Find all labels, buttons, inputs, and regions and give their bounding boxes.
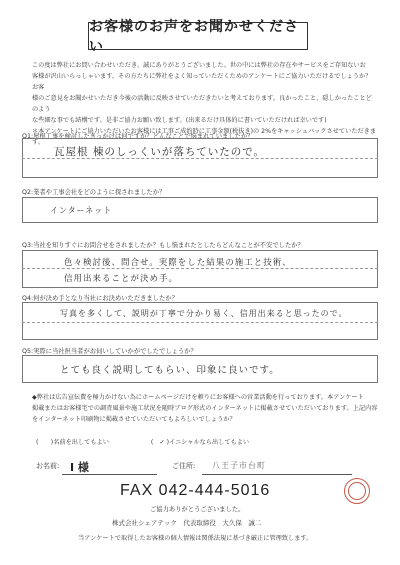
answer-4-text: 写真を多くして、説明が丁寧で分かり易く、信用出来ると思ったので。 [60, 309, 348, 318]
intro-line-4: な些細な事でも結構です。是非ご協力お願い致します。(出来るだけ具体的に書いていただければ幸いです) [32, 117, 327, 124]
question-3-label: Q3:当社を知りすぐにお問合せをされましたか？もし悩まれたとしたらどんなことが不安でしたか？ [22, 242, 304, 249]
answer-5-text: とても良く説明してもらい、印象に良いです。 [60, 365, 280, 376]
consent-line-1: ◆弊社は広告宣伝費を極力かけない為にホームページだけを頼りにお客様への営業活動を行っております。本アンケート [32, 394, 364, 401]
address-label: ご住所: [172, 462, 196, 470]
answer-line [22, 322, 378, 323]
answer-line [22, 268, 378, 269]
name-underline [62, 474, 157, 475]
publication-consent [32, 392, 382, 425]
thanks-text: ご協力ありがとうございました。 [150, 506, 245, 513]
consent-line-3: をインターネット印刷物に掲載させていただいてもよろしいでしょうか？ [32, 416, 236, 423]
intro-line-1: この度は弊社にお問い合わせいただき、誠にありがとうございました。世の中には弊社の存在やサービスをご存知ないお [32, 62, 366, 69]
customer-info-row [22, 456, 378, 478]
name-label: お名前: [36, 462, 60, 470]
consent-choices [36, 437, 289, 446]
answer-3-text-line-1: 色々検討後、問合せ。実際をした結果の施工と技術、 [64, 258, 292, 268]
question-1-label: Q1:屋根工事を検討したきっかけは何ですか？どんなことで悩まれていましたか？ [22, 133, 254, 140]
intro-line-2: 客様が沢山いらっしゃいます。その方たちに弊社をよく知っていただくためのアンケートにご協力いただけるでしょうか？ お客 [32, 73, 372, 91]
question-5-label: Q5:実際に当社担当者がお伺いしていかがでしたでしょうか？ [22, 348, 197, 355]
question-4-label: Q4:何が決め手となり当社にお決めいただきましたか？ [22, 295, 178, 302]
question-2-label: Q2:業者や工事会社をどのように探されましたか？ [22, 189, 166, 196]
address-underline [202, 474, 352, 475]
privacy-notice: 当アンケートで取得したお客様の個人情報は関係法規に基づき厳正に管理致します。 [78, 535, 313, 542]
cashback-note: ＊本アンケートにご協力いただいたお客様には工事ご成約時に工事金額(税抜き)の 2%をキャッシュバックさせていただきます。 [32, 128, 377, 146]
consent-line-2: 掲載またはお客様宅での調査風景や施工状況を随時ブログ形式のインターネットに掲載させていただいております。上記内容 [32, 405, 378, 412]
seal-stamp [344, 478, 370, 504]
name-value: I 様 [70, 461, 89, 474]
answer-3-text-line-2: 信用出来ることが決め手。 [64, 274, 179, 284]
answer-1-text: 瓦屋根 棟のしっくいが落ちていたので。 [54, 146, 266, 158]
answer-2-text: インターネット [50, 206, 113, 215]
seal-stamp-inner-ring [348, 482, 366, 500]
intro-line-3: 様のご意見をお聞かせいただき今後の活動に反映させていただきたいと考えております。良かったこと、隠しかったことどのよう [32, 95, 372, 113]
company-signature: 株式会社シェアテック 代表取締役 大久保 誠二 [112, 519, 262, 527]
page-title: お客様のお声をお聞かせください [88, 22, 308, 50]
choice-initials[interactable]: ( ✓ )イニシャルなら出してもよい [150, 439, 250, 446]
fax-number: FAX 042-444-5016 [120, 482, 271, 499]
address-value: 八王子市台町 [212, 461, 266, 470]
choice-full-name[interactable]: ( )名前を出してもよい [36, 439, 109, 446]
